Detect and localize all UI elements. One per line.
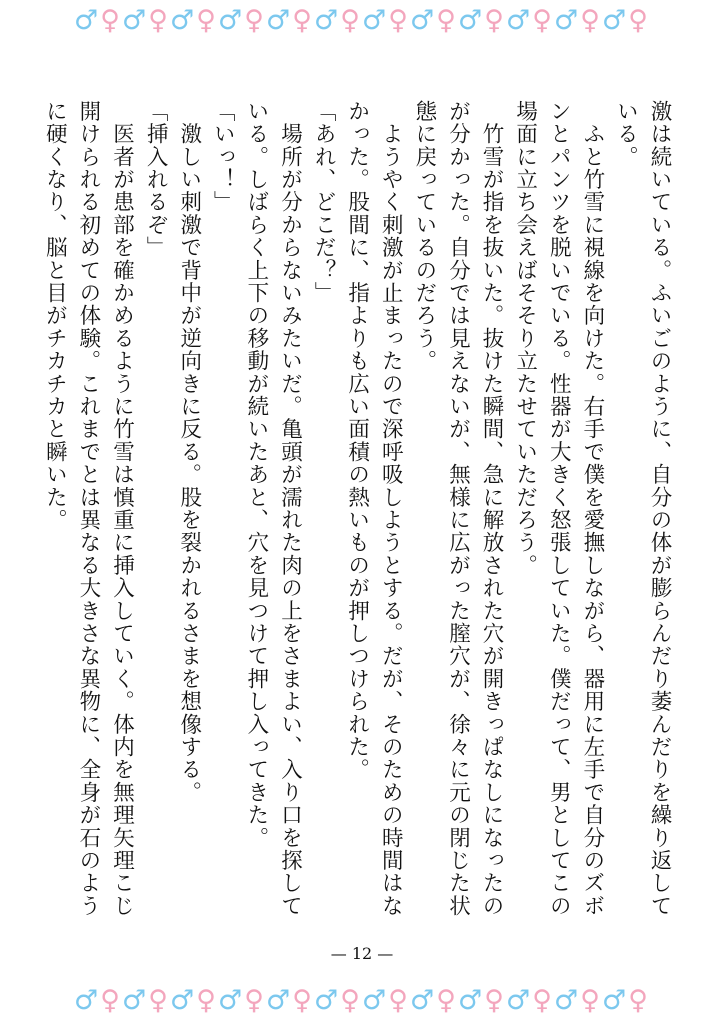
male-symbol-icon: ♂: [602, 984, 629, 1016]
female-symbol-icon: ♀: [436, 984, 458, 1016]
male-symbol-icon: ♂: [122, 4, 149, 36]
male-symbol-icon: ♂: [506, 4, 533, 36]
female-symbol-icon: ♀: [292, 4, 314, 36]
female-symbol-icon: ♀: [484, 984, 506, 1016]
top-decorative-border: [0, 2, 724, 38]
page-number: — 12 —: [330, 944, 394, 963]
bottom-decorative-border: [0, 982, 724, 1018]
female-symbol-icon: ♀: [148, 984, 170, 1016]
female-symbol-icon: ♀: [580, 4, 602, 36]
female-symbol-icon: ♀: [532, 984, 554, 1016]
male-symbol-icon: ♂: [362, 4, 389, 36]
male-symbol-icon: ♂: [458, 984, 485, 1016]
paragraph: 激は続いている。ふいごのように、自分の体が膨らんだり萎んだりを繰り返している。: [613, 100, 672, 918]
dialogue-line: 「いっ！」: [210, 100, 236, 214]
male-symbol-icon: ♂: [74, 4, 101, 36]
female-symbol-icon: ♀: [580, 984, 602, 1016]
female-symbol-icon: ♀: [244, 4, 266, 36]
male-symbol-icon: ♂: [314, 984, 341, 1016]
paragraph: 竹雪が指を抜いた。抜けた瞬間、急に解放された穴が開きっぱなしになったのが分かった。自分では見えないが、無様に広がった膣穴が、徐々に元の閉じた状態に戻っているのだろう。: [411, 100, 505, 918]
female-symbol-icon: ♀: [148, 4, 170, 36]
female-symbol-icon: ♀: [100, 984, 122, 1016]
female-symbol-icon: ♀: [100, 4, 122, 36]
female-symbol-icon: ♀: [340, 4, 362, 36]
female-symbol-icon: ♀: [244, 984, 266, 1016]
paragraph: 場所が分からないみたいだ。亀頭が濡れた肉の上をさまよい、入り口を探している。しばらく上下の移動が続いたあと、穴を見つけて押し入ってきた。: [243, 100, 303, 918]
dialogue-line: 「挿入れるぞ」: [143, 100, 169, 259]
female-symbol-icon: ♀: [436, 4, 458, 36]
male-symbol-icon: ♂: [554, 4, 581, 36]
male-symbol-icon: ♂: [458, 4, 485, 36]
male-symbol-icon: ♂: [218, 984, 245, 1016]
male-symbol-icon: ♂: [266, 984, 293, 1016]
male-symbol-icon: ♂: [554, 984, 581, 1016]
male-symbol-icon: ♂: [314, 4, 341, 36]
female-symbol-icon: ♀: [292, 984, 314, 1016]
male-symbol-icon: ♂: [266, 4, 293, 36]
female-symbol-icon: ♀: [340, 984, 362, 1016]
vertical-text-body: [42, 100, 676, 930]
female-symbol-icon: ♀: [196, 984, 218, 1016]
male-symbol-icon: ♂: [410, 984, 437, 1016]
male-symbol-icon: ♂: [170, 984, 197, 1016]
male-symbol-icon: ♂: [602, 4, 629, 36]
male-symbol-icon: ♂: [170, 4, 197, 36]
female-symbol-icon: ♀: [628, 4, 650, 36]
paragraph: ふと竹雪に視線を向けた。右手で僕を愛撫しながら、器用に左手で自分のズボンとパンツを脱いでいる。性器が大きく怒張していた。僕だって、男としてこの場面に立ち会えばそそり立たせていただろう。: [512, 100, 605, 918]
paragraph: 医者が患部を確かめるように竹雪は慎重に挿入していく。体内を無理矢理こじ開けられる初めての体験。これまでとは異なる大きさな異物に、全身が石のように硬くなり、脳と目がチカチカと瞬いた。: [42, 100, 135, 918]
female-symbol-icon: ♀: [628, 984, 650, 1016]
female-symbol-icon: ♀: [388, 984, 410, 1016]
female-symbol-icon: ♀: [196, 4, 218, 36]
male-symbol-icon: ♂: [122, 984, 149, 1016]
female-symbol-icon: ♀: [484, 4, 506, 36]
male-symbol-icon: ♂: [362, 984, 389, 1016]
female-symbol-icon: ♀: [532, 4, 554, 36]
male-symbol-icon: ♂: [74, 984, 101, 1016]
dialogue-line: 「あれ、どこだ？」: [311, 100, 337, 305]
paragraph: 激しい刺激で背中が逆向きに反る。股を裂かれるさまを想像する。: [176, 100, 202, 804]
male-symbol-icon: ♂: [506, 984, 533, 1016]
male-symbol-icon: ♂: [410, 4, 437, 36]
male-symbol-icon: ♂: [218, 4, 245, 36]
female-symbol-icon: ♀: [388, 4, 410, 36]
paragraph: ようやく刺激が止まったので深呼吸しようとする。だが、そのための時間はなかった。股間に、指よりも広い面積の熱いものが押しつけられた。: [344, 100, 404, 918]
